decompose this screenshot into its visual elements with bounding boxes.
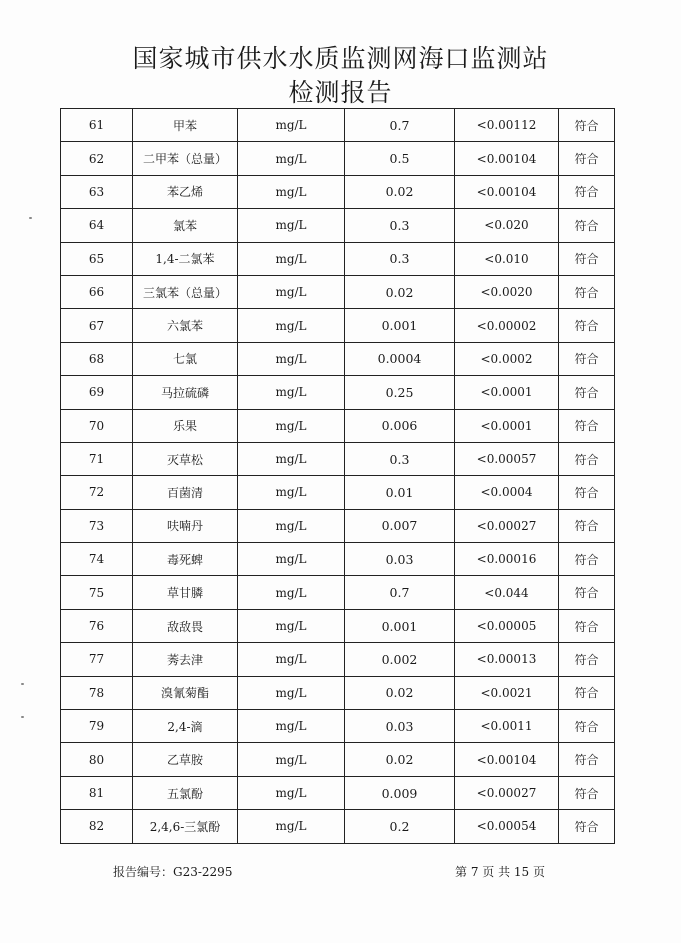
row-number-cell: 68: [61, 342, 133, 375]
judgement-cell: 符合: [559, 142, 615, 175]
judgement-cell: 符合: [559, 409, 615, 442]
limit-value-cell: 0.3: [345, 242, 455, 275]
limit-value-cell: 0.0004: [345, 342, 455, 375]
unit-cell: mg/L: [238, 409, 345, 442]
row-number-cell: 77: [61, 643, 133, 676]
item-name-cell: 马拉硫磷: [133, 376, 238, 409]
unit-cell: mg/L: [238, 676, 345, 709]
test-result-cell: <0.010: [455, 242, 559, 275]
unit-cell: mg/L: [238, 175, 345, 208]
judgement-cell: 符合: [559, 609, 615, 642]
row-number-cell: 81: [61, 776, 133, 809]
judgement-cell: 符合: [559, 309, 615, 342]
item-name-cell: 七氯: [133, 342, 238, 375]
item-name-cell: 六氯苯: [133, 309, 238, 342]
limit-value-cell: 0.002: [345, 643, 455, 676]
judgement-cell: 符合: [559, 376, 615, 409]
scan-speck: [21, 716, 24, 718]
limit-value-cell: 0.02: [345, 175, 455, 208]
table-row: [61, 710, 615, 743]
table-row: [61, 676, 615, 709]
judgement-cell: 符合: [559, 242, 615, 275]
test-result-cell: <0.00002: [455, 309, 559, 342]
table-row: [61, 509, 615, 542]
judgement-cell: 符合: [559, 442, 615, 475]
test-result-cell: <0.0021: [455, 676, 559, 709]
table-row: [61, 609, 615, 642]
item-name-cell: 苯乙烯: [133, 175, 238, 208]
report-subtitle: 检测报告: [288, 78, 393, 107]
page-number: 第 7 页 共 15 页: [455, 865, 545, 879]
test-result-cell: <0.0001: [455, 376, 559, 409]
table-row: [61, 175, 615, 208]
test-result-cell: <0.00104: [455, 142, 559, 175]
table-row: [61, 442, 615, 475]
table-row: [61, 142, 615, 175]
item-name-cell: 2,4,6-三氯酚: [133, 810, 238, 843]
item-name-cell: 毒死蜱: [133, 543, 238, 576]
test-result-cell: <0.00027: [455, 509, 559, 542]
judgement-cell: 符合: [559, 676, 615, 709]
item-name-cell: 2,4-滴: [133, 710, 238, 743]
limit-value-cell: 0.03: [345, 543, 455, 576]
row-number-cell: 70: [61, 409, 133, 442]
limit-value-cell: 0.02: [345, 676, 455, 709]
limit-value-cell: 0.03: [345, 710, 455, 743]
scan-speck: [21, 683, 24, 685]
judgement-cell: 符合: [559, 275, 615, 308]
judgement-cell: 符合: [559, 776, 615, 809]
limit-value-cell: 0.3: [345, 209, 455, 242]
row-number-cell: 61: [61, 109, 133, 142]
unit-cell: mg/L: [238, 776, 345, 809]
row-number-cell: 82: [61, 810, 133, 843]
item-name-cell: 灭草松: [133, 442, 238, 475]
row-number-cell: 63: [61, 175, 133, 208]
test-result-cell: <0.00013: [455, 643, 559, 676]
judgement-cell: 符合: [559, 109, 615, 142]
limit-value-cell: 0.3: [345, 442, 455, 475]
limit-value-cell: 0.001: [345, 609, 455, 642]
test-result-cell: <0.0020: [455, 275, 559, 308]
judgement-cell: 符合: [559, 810, 615, 843]
judgement-cell: 符合: [559, 743, 615, 776]
limit-value-cell: 0.25: [345, 376, 455, 409]
table-row: [61, 476, 615, 509]
test-result-cell: <0.00054: [455, 810, 559, 843]
table-row: [61, 643, 615, 676]
row-number-cell: 74: [61, 543, 133, 576]
row-number-cell: 72: [61, 476, 133, 509]
limit-value-cell: 0.001: [345, 309, 455, 342]
item-name-cell: 敌敌畏: [133, 609, 238, 642]
table-row: [61, 810, 615, 843]
test-result-cell: <0.00016: [455, 543, 559, 576]
limit-value-cell: 0.006: [345, 409, 455, 442]
row-number-cell: 80: [61, 743, 133, 776]
limit-value-cell: 0.7: [345, 576, 455, 609]
item-name-cell: 乙草胺: [133, 743, 238, 776]
row-number-cell: 76: [61, 609, 133, 642]
limit-value-cell: 0.7: [345, 109, 455, 142]
unit-cell: mg/L: [238, 509, 345, 542]
row-number-cell: 67: [61, 309, 133, 342]
limit-value-cell: 0.01: [345, 476, 455, 509]
row-number-cell: 79: [61, 710, 133, 743]
limit-value-cell: 0.007: [345, 509, 455, 542]
test-result-cell: <0.00057: [455, 442, 559, 475]
test-result-cell: <0.044: [455, 576, 559, 609]
unit-cell: mg/L: [238, 743, 345, 776]
item-name-cell: 二甲苯（总量）: [133, 142, 238, 175]
row-number-cell: 75: [61, 576, 133, 609]
scan-speck: [29, 217, 32, 219]
judgement-cell: 符合: [559, 175, 615, 208]
limit-value-cell: 0.02: [345, 275, 455, 308]
table-row: [61, 576, 615, 609]
table-row: [61, 209, 615, 242]
item-name-cell: 百菌清: [133, 476, 238, 509]
table-row: [61, 409, 615, 442]
unit-cell: mg/L: [238, 309, 345, 342]
test-result-cell: <0.00104: [455, 743, 559, 776]
test-result-cell: <0.020: [455, 209, 559, 242]
table-row: [61, 109, 615, 142]
test-result-cell: <0.0011: [455, 710, 559, 743]
test-result-cell: <0.0001: [455, 409, 559, 442]
table-row: [61, 242, 615, 275]
judgement-cell: 符合: [559, 710, 615, 743]
unit-cell: mg/L: [238, 275, 345, 308]
unit-cell: mg/L: [238, 376, 345, 409]
unit-cell: mg/L: [238, 543, 345, 576]
judgement-cell: 符合: [559, 543, 615, 576]
item-name-cell: 五氯酚: [133, 776, 238, 809]
limit-value-cell: 0.009: [345, 776, 455, 809]
table-row: [61, 743, 615, 776]
item-name-cell: 乐果: [133, 409, 238, 442]
test-result-cell: <0.00104: [455, 175, 559, 208]
table-row: [61, 776, 615, 809]
results-table-body: [61, 109, 615, 844]
row-number-cell: 62: [61, 142, 133, 175]
table-row: [61, 342, 615, 375]
limit-value-cell: 0.02: [345, 743, 455, 776]
table-row: [61, 309, 615, 342]
limit-value-cell: 0.2: [345, 810, 455, 843]
judgement-cell: 符合: [559, 476, 615, 509]
row-number-cell: 64: [61, 209, 133, 242]
row-number-cell: 78: [61, 676, 133, 709]
test-result-cell: <0.00112: [455, 109, 559, 142]
row-number-cell: 73: [61, 509, 133, 542]
item-name-cell: 甲苯: [133, 109, 238, 142]
item-name-cell: 草甘膦: [133, 576, 238, 609]
item-name-cell: 1,4-二氯苯: [133, 242, 238, 275]
unit-cell: mg/L: [238, 643, 345, 676]
test-result-cell: <0.00005: [455, 609, 559, 642]
row-number-cell: 66: [61, 275, 133, 308]
judgement-cell: 符合: [559, 342, 615, 375]
item-name-cell: 三氯苯（总量）: [133, 275, 238, 308]
report-number: 报告编号：G23-2295: [113, 865, 233, 879]
row-number-cell: 65: [61, 242, 133, 275]
judgement-cell: 符合: [559, 576, 615, 609]
table-row: [61, 275, 615, 308]
test-result-cell: <0.0002: [455, 342, 559, 375]
unit-cell: mg/L: [238, 576, 345, 609]
unit-cell: mg/L: [238, 476, 345, 509]
table-row: [61, 376, 615, 409]
unit-cell: mg/L: [238, 242, 345, 275]
unit-cell: mg/L: [238, 109, 345, 142]
unit-cell: mg/L: [238, 209, 345, 242]
test-result-cell: <0.0004: [455, 476, 559, 509]
item-name-cell: 溴氰菊酯: [133, 676, 238, 709]
row-number-cell: 69: [61, 376, 133, 409]
test-result-cell: <0.00027: [455, 776, 559, 809]
table-row: [61, 543, 615, 576]
results-table: [60, 108, 615, 844]
judgement-cell: 符合: [559, 509, 615, 542]
judgement-cell: 符合: [559, 209, 615, 242]
judgement-cell: 符合: [559, 643, 615, 676]
report-title: 国家城市供水水质监测网海口监测站: [132, 44, 549, 73]
item-name-cell: 莠去津: [133, 643, 238, 676]
unit-cell: mg/L: [238, 710, 345, 743]
unit-cell: mg/L: [238, 609, 345, 642]
item-name-cell: 氯苯: [133, 209, 238, 242]
unit-cell: mg/L: [238, 342, 345, 375]
row-number-cell: 71: [61, 442, 133, 475]
unit-cell: mg/L: [238, 142, 345, 175]
unit-cell: mg/L: [238, 442, 345, 475]
unit-cell: mg/L: [238, 810, 345, 843]
limit-value-cell: 0.5: [345, 142, 455, 175]
item-name-cell: 呋喃丹: [133, 509, 238, 542]
